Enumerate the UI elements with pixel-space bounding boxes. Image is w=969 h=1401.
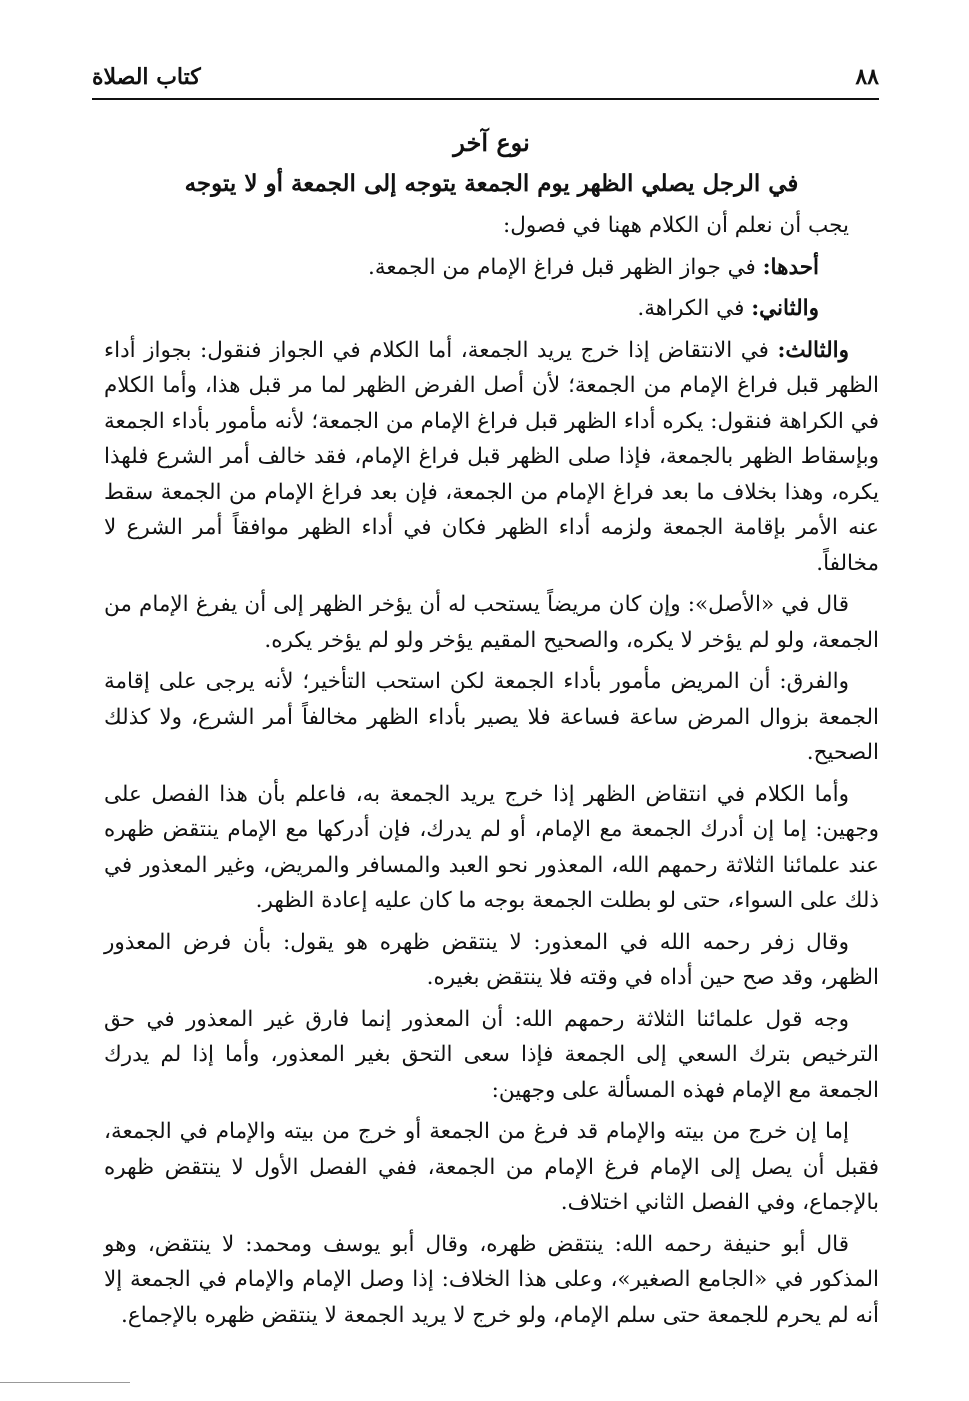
bottom-rule: [0, 1382, 130, 1383]
paragraph-invalidation: وأما الكلام في انتقاض الظهر إذا خرج يريد الجمعة به، فاعلم بأن هذا الفصل على وجهين: إما إن أدرك الجمعة مع الإمام، أو لم يدرك، فإن أدركها مع الإمام ينتقض ظهره عند علمائنا الثلاثة رحمهم الله، المعذور نحو العبد والمسافر والمريض، وغير المعذور في ذلك على السواء، حتى لو بطلت الجمعة بوجه ما كان عليه إعادة الظهر.: [104, 781, 879, 913]
book-title: كتاب الصلاة: [92, 64, 201, 90]
page-number: ٨٨: [855, 64, 879, 90]
section-title: نوع آخر: [453, 128, 530, 157]
paragraph-asl-quote: قال في «الأصل»: وإن كان مريضاً يستحب له أن يؤخر الظهر إلى أن يفرغ الإمام من الجمعة، ولو لم يؤخر لا يكره، والصحيح المقيم يؤخر ولو لم يؤخر يكره.: [104, 592, 879, 653]
point-text-first: في جواز الظهر قبل فراغ الإمام من الجمعة.: [368, 254, 763, 280]
paragraph-two-cases: إما إن خرج من بيته والإمام قد فرغ من الجمعة أو خرج من بيته والإمام في الجمعة، فقبل أن يصل إلى الإمام فرغ الإمام من الجمعة، ففي الفصل الأول لا ينتقض ظهره بالإجماع، وفي الفصل الثاني اختلاف.: [104, 1119, 879, 1215]
point-text-second: في الكراهة.: [637, 296, 752, 321]
page-body: [104, 122, 879, 1339]
running-header: [92, 58, 879, 100]
paragraph-abu-hanifa: قال أبو حنيفة رحمه الله: ينتقض ظهره، وقال أبو يوسف ومحمد: لا ينتقض، وهو المذكور في «الجامع الصغير»، وعلى هذا الخلاف: إذا وصل الإمام والإمام في الجمعة إلا أنه لم يحرم للجمعة حتى سلم الإمام، ولو خرج لا يريد الجمعة لا ينتقض ظهره بالإجماع.: [104, 1231, 879, 1328]
point-label-third: والثالث:: [777, 337, 849, 363]
paragraph-three-scholars: وجه قول علمائنا الثلاثة رحمهم الله: أن المعذور إنما فارق غير المعذور في حق الترخيص بترك السعي إلى الجمعة فإذا سعى التحق بغير المعذور، وأما إذا لم يدرك الجمعة مع الإمام فهذه المسألة على وجهين:: [104, 1006, 879, 1103]
paragraph-second-point: [104, 291, 879, 327]
paragraph-intro: يجب أن نعلم أن الكلام ههنا في فصول:: [502, 213, 849, 238]
paragraph-third-point: [104, 333, 879, 582]
paragraph-first-point: [104, 250, 879, 286]
point-label-first: أحدها:: [762, 254, 819, 280]
paragraph-zufar: وقال زفر رحمه الله في المعذور: لا ينتقض ظهره هو يقول: بأن فرض المعذور الظهر، وقد صح حين أداه في وقته فلا ينتقض بغيره.: [104, 929, 879, 990]
section-subtitle: في الرجل يصلي الظهر يوم الجمعة يتوجه إلى الجمعة أو لا يتوجه: [184, 170, 799, 197]
point-label-second: والثاني:: [751, 296, 819, 321]
point-text-third: في الانتقاض إذا خرج يريد الجمعة، أما الكلام في الجواز فنقول: بجواز أداء الظهر قبل فراغ الإمام من الجمعة؛ لأن أصل الفرض الظهر لما مر قبل هذا، وأما الكلام في الكراهة فنقول: يكره أداء الظهر قبل فراغ الإمام من الجمعة؛ لأنه مأمور بأداء الجمعة وبإسقاط الظهر بالجمعة، فإذا صلى الظهر قبل فراغ الإمام، فقد خالف أمر الشرع فلهذا يكره، وهذا بخلاف ما بعد فراغ الإمام من الجمعة، فإن بعد فراغ الإمام من الجمعة سقط عنه الأمر بإقامة الجمعة ولزمه أداء الظهر فكان في أداء الظهر موافقاً أمر الشرع لا مخالفاً.: [104, 337, 879, 576]
paragraph-difference: والفرق: أن المريض مأمور بأداء الجمعة لكن استحب التأخير؛ لأنه يرجى على إقامة الجمعة بزوال المرض ساعة فساعة فلا يصير بأداء الظهر مخالفاً أمر الشرع، ولا كذلك الصحيح.: [104, 669, 879, 765]
